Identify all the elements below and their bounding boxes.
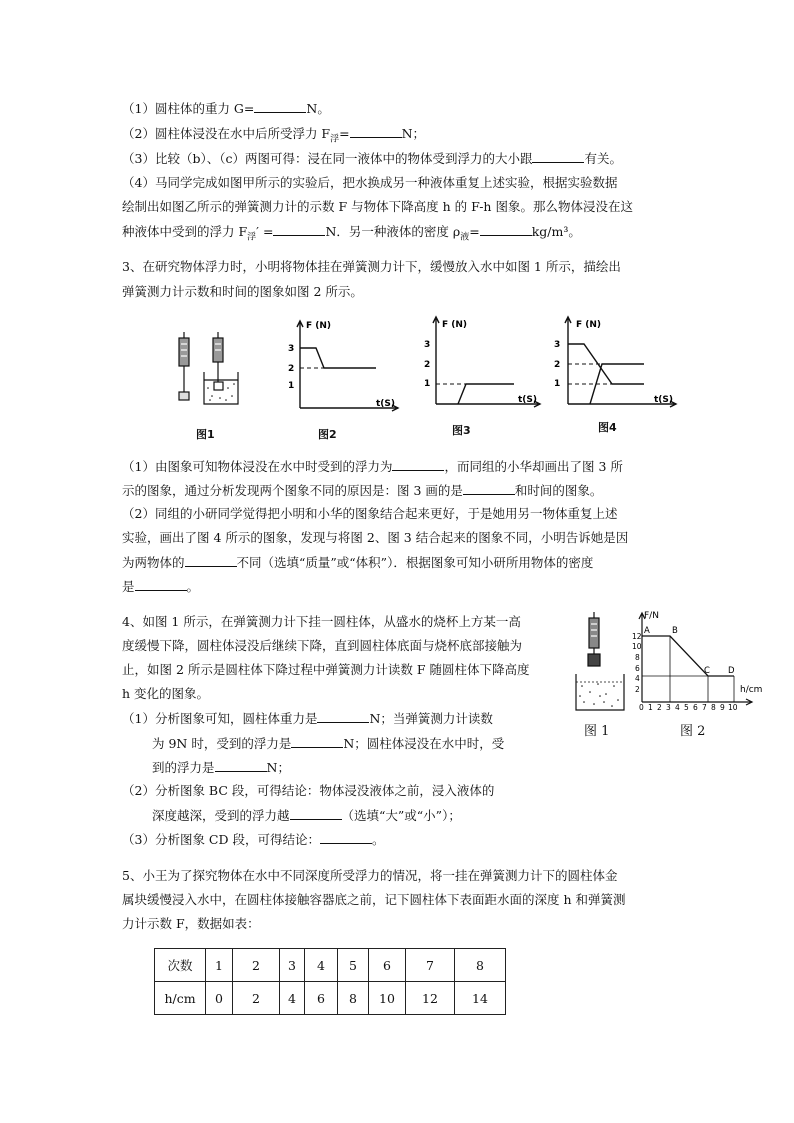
q4-sub1-line3: 到的浮力是 N； xyxy=(152,760,290,775)
y-tick-2: 2 xyxy=(635,685,640,694)
answer-blank[interactable] xyxy=(291,735,343,748)
x-tick-3: 3 xyxy=(666,703,671,710)
q4-fig1-apparatus xyxy=(572,610,628,712)
x-tick-8: 8 xyxy=(711,703,716,710)
axis-x-label: t(S) xyxy=(376,399,396,409)
q4-fig2-graph xyxy=(628,608,774,710)
answer-blank[interactable] xyxy=(480,223,532,236)
q2-part4-line2: 绘制出如图乙所示的弹簧测力计的示数 F 与物体下降高度 h 的 F-h 图象。那么物体浸没在这 xyxy=(122,199,633,214)
q4-fig1-caption: 图 1 xyxy=(584,724,610,739)
q3-fig1-apparatus xyxy=(168,330,248,410)
tick-1: 1 xyxy=(554,379,561,389)
tick-3: 3 xyxy=(424,340,431,350)
x-tick-6: 6 xyxy=(693,703,698,710)
q2-part1: （1）圆柱体的重力 G= N。 xyxy=(122,101,330,116)
q4-sub2-line1: （2）分析图象 BC 段，可得结论：物体浸没液体之前，浸入液体的 xyxy=(122,783,495,798)
q3-fig4-caption: 图4 xyxy=(598,421,617,434)
tick-3: 3 xyxy=(288,344,295,354)
answer-blank[interactable] xyxy=(320,831,372,844)
tick-2: 2 xyxy=(554,360,561,370)
table-cell: 14 xyxy=(455,982,506,1015)
q4-sub1-line1: （1）分析图象可知，圆柱体重力是 N；当弹簧测力计读数 xyxy=(122,711,493,726)
point-a: A xyxy=(644,626,650,636)
q3-answer1-line2: 示的图象，通过分析发现两个图象不同的原因是：图 3 画的是 和时间的图象。 xyxy=(122,483,603,498)
answer-blank[interactable] xyxy=(290,807,342,820)
x-tick-2: 2 xyxy=(657,703,662,710)
answer-blank[interactable] xyxy=(135,578,187,591)
q3-intro-line1: 3、在研究物体浮力时，小明将物体挂在弹簧测力计下，缓慢放入水中如图 1 所示，描绘出 xyxy=(122,259,621,274)
axis-y-label: F (N) xyxy=(576,320,602,330)
answer-blank[interactable] xyxy=(185,554,237,567)
q3-fig3-caption: 图3 xyxy=(452,424,471,437)
table-cell: 12 xyxy=(406,982,455,1015)
q2-part4-line1: （4）马同学完成如图甲所示的实验后，把水换成另一种液体重复上述实验，根据实验数据 xyxy=(122,175,618,190)
q4-intro-line3: 止，如图 2 所示是圆柱体下降过程中弹簧测力计读数 F 随圆柱体下降高度 xyxy=(122,662,530,677)
table-cell: 1 xyxy=(206,949,233,982)
q3-fig1-caption: 图1 xyxy=(196,428,215,441)
table-cell: 2 xyxy=(233,982,280,1015)
q2-part4-line3: 种液体中受到的浮力 $F_浮' = N$．另一种液体的密度 $\rho_液= kg/m^3$。 xyxy=(122,224,581,243)
y-tick-8: 8 xyxy=(635,653,640,662)
table-cell: 3 xyxy=(280,949,305,982)
y-tick-12: 12 xyxy=(632,632,642,641)
q5-intro-line1: 5、小王为了探究物体在水中不同深度所受浮力的情况，将一挂在弹簧测力计下的圆柱体金 xyxy=(122,868,618,883)
q4-fig2-caption: 图 2 xyxy=(680,724,706,739)
table-cell: 0 xyxy=(206,982,233,1015)
table-cell: 4 xyxy=(280,982,305,1015)
tick-3: 3 xyxy=(554,340,561,350)
answer-blank[interactable] xyxy=(254,100,306,113)
axis-x-label: h/cm xyxy=(740,685,763,695)
q3-answer2-line2: 实验，画出了图 4 所示的图象，发现与将图 2、图 3 结合起来的图象不同，小明告诉她是因 xyxy=(122,530,629,545)
q3-answer1-line1: （1）由图象可知物体浸没在水中时受到的浮力为 ，而同组的小华却画出了图 3 所 xyxy=(122,459,623,474)
table-cell: 4 xyxy=(305,949,338,982)
q4-sub1-line2: 为 9N 时，受到的浮力是 N；圆柱体浸没在水中时，受 xyxy=(152,736,505,751)
q5-intro-line2: 属块缓慢浸入水中，在圆柱体接触容器底之前，记下圆柱体下表面距水面的深度 h 和弹簧测 xyxy=(122,892,626,907)
q3-intro-line2: 弹簧测力计示数和时间的图象如图 2 所示。 xyxy=(122,284,363,299)
table-cell: 6 xyxy=(369,949,406,982)
axis-y-label: F/N xyxy=(644,611,659,621)
q4-intro-line1: 4、如图 1 所示，在弹簧测力计下挂一圆柱体，从盛水的烧杯上方某一高 xyxy=(122,614,521,629)
x-tick-0: 0 xyxy=(639,703,644,710)
tick-1: 1 xyxy=(288,381,295,391)
table-cell: 次数 xyxy=(155,949,206,982)
answer-blank[interactable] xyxy=(392,458,444,471)
axis-x-label: t(S) xyxy=(654,395,674,405)
answer-blank[interactable] xyxy=(215,759,267,772)
q3-answer2-line1: （2）同组的小研同学觉得把小明和小华的图象结合起来更好，于是她用另一物体重复上述 xyxy=(122,506,618,521)
q4-sub3: （3）分析图象 CD 段，可得结论： 。 xyxy=(122,832,385,847)
x-tick-5: 5 xyxy=(684,703,689,710)
point-b: B xyxy=(672,626,678,636)
x-tick-9: 9 xyxy=(720,703,725,710)
table-cell: 10 xyxy=(369,982,406,1015)
axis-y-label: F (N) xyxy=(306,321,332,331)
answer-blank[interactable] xyxy=(350,125,402,138)
q3-fig2-graph xyxy=(276,316,406,416)
tick-2: 2 xyxy=(424,360,431,370)
q4-sub2-line2: 深度越深，受到的浮力越 （选填“大”或“小”）； xyxy=(152,808,461,823)
q4-intro-line2: 度缓慢下降，圆柱体浸没后继续下降，直到圆柱体底面与烧杯底部接触为 xyxy=(122,638,523,653)
table-cell: 2 xyxy=(233,949,280,982)
q3-fig3-graph xyxy=(410,312,550,412)
table-row xyxy=(155,949,506,982)
table-cell: 5 xyxy=(338,949,369,982)
q4-intro-line4: h 变化的图象。 xyxy=(122,686,210,701)
q5-data-table xyxy=(154,948,506,1015)
x-tick-1: 1 xyxy=(648,703,653,710)
axis-y-label: F (N) xyxy=(442,320,468,330)
answer-blank[interactable] xyxy=(317,710,369,723)
y-tick-10: 10 xyxy=(632,642,642,651)
y-tick-6: 6 xyxy=(635,664,640,673)
table-cell: h/cm xyxy=(155,982,206,1015)
tick-2: 2 xyxy=(288,364,295,374)
x-tick-7: 7 xyxy=(702,703,707,710)
table-cell: 8 xyxy=(338,982,369,1015)
q2-part3: （3）比较（b）、（c）两图可得：浸在同一液体中的物体受到浮力的大小跟 有关。 xyxy=(122,151,622,166)
answer-blank[interactable] xyxy=(532,150,584,163)
q5-intro-line3: 力计示数 F，数据如表： xyxy=(122,916,260,931)
answer-blank[interactable] xyxy=(463,482,515,495)
table-cell: 7 xyxy=(406,949,455,982)
answer-blank[interactable] xyxy=(273,223,325,236)
tick-1: 1 xyxy=(424,379,431,389)
table-row xyxy=(155,982,506,1015)
point-d: D xyxy=(728,666,735,676)
axis-x-label: t(S) xyxy=(518,395,538,405)
q3-answer2-line4: 是 。 xyxy=(122,579,200,594)
q3-answer2-line3: 为两物体的 不同（选填“质量”或“体积”）．根据图象可知小研所用物体的密度 xyxy=(122,555,594,570)
y-tick-4: 4 xyxy=(635,674,640,683)
q3-fig2-caption: 图2 xyxy=(318,428,337,441)
table-cell: 8 xyxy=(455,949,506,982)
table-cell: 6 xyxy=(305,982,338,1015)
point-c: C xyxy=(704,666,710,676)
q2-part2: （2）圆柱体浸没在水中后所受浮力 $F_浮= N$； xyxy=(122,126,426,145)
x-tick-4: 4 xyxy=(675,703,680,710)
q3-fig4-graph xyxy=(552,312,692,412)
x-tick-10: 10 xyxy=(728,703,738,710)
